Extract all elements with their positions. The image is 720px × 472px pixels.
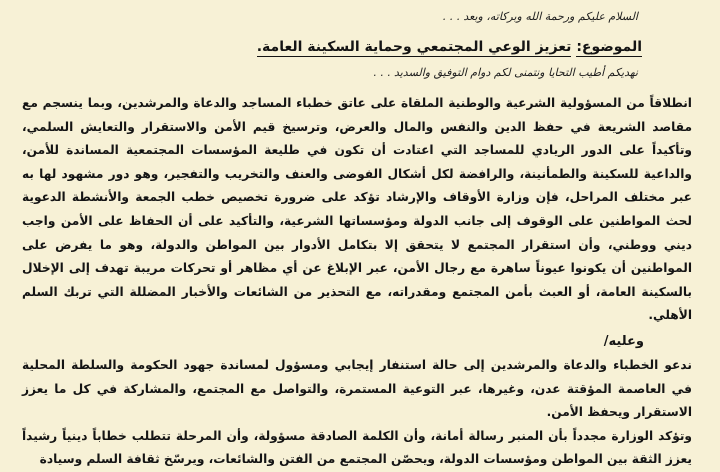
regards-line: نهديكم أطيب التحايا ونتمنى لكم دوام التوفيق والسديد . . . (372, 66, 638, 79)
body-paragraph-1: انطلاقاً من المسؤولية الشرعية والوطنية الملقاة على عاتق خطباء المساجد والدعاة والمرشدين، وبما ينسجم مع مقاصد الشريعة في حفظ الدين والنفس والمال والعرض، وترسيخ قيم الأمن والاستقرار والتعايش السلمي، وتأكيداً على الدور الريادي للمساجد التي اعتادت أن تكون في طليعة المؤسسات المجتمعية المساندة للأمن، والداعية للسكينة والطمأنينة، والرافضة لكل أشكال الفوضى والعنف والتخريب والتفجير، وهو دور مشهود لها به عبر مختلف المراحل، فإن وزارة الأوقاف والإرشاد تؤكد على ضرورة تخصيص خطب الجمعة والأنشطة الدعوية لحث المواطنين على الوقوف إلى جانب الدولة ومؤسساتها الشرعية، والتأكيد على أن الحفاظ على الأمن واجب ديني ووطني، وأن استقرار المجتمع لا يتحقق إلا بتكامل الأدوار بين المواطن والدولة، وهو ما يفرض على المواطنين أن يكونوا عيوناً ساهرة مع رجال الأمن، عبر الإبلاغ عن أي مظاهر أو تحركات مريبة تهدف إلى الإخلال بالسكينة العامة، أو العبث بأمن المجتمع ومقدراته، مع التحذير من الشائعات والأخبار المضللة التي تربك السلم الأهلي. (22, 96, 692, 323)
subject-line (22, 36, 692, 58)
body-paragraph-3: وتؤكد الوزارة مجدداً بأن المنبر رسالة أمانة، وأن الكلمة الصادقة مسؤولة، وأن المرحلة تتطلب خطاباً دينياً رشيداً يعزز الثقة بين المواطن ومؤسسات الدولة، ويحصّن المجتمع من الفتن والشائعات، ويرسّخ ثقافة السلم وسيادة (22, 428, 692, 467)
subject-title: تعزيز الوعي المجتمعي وحماية السكينة العامة. (256, 39, 572, 55)
body-paragraph-2: ندعو الخطباء والدعاة والمرشدين إلى حالة استنفار إيجابي ومسؤول لمساندة جهود الحكومة والسلطة المحلية في العاصمة المؤقتة عدن، وغيرها، عبر التوعية المستمرة، والتواصل مع المجتمع، والمشاركة في كل ما يعزز الاستقرار ويحفظ الأمن. (22, 357, 692, 420)
subject-label: الموضوع: (576, 39, 642, 55)
greeting: السلام عليكم ورحمة الله وبركاته، وبعد . . . (442, 10, 638, 23)
section-heading: وعليه/ (603, 333, 644, 349)
